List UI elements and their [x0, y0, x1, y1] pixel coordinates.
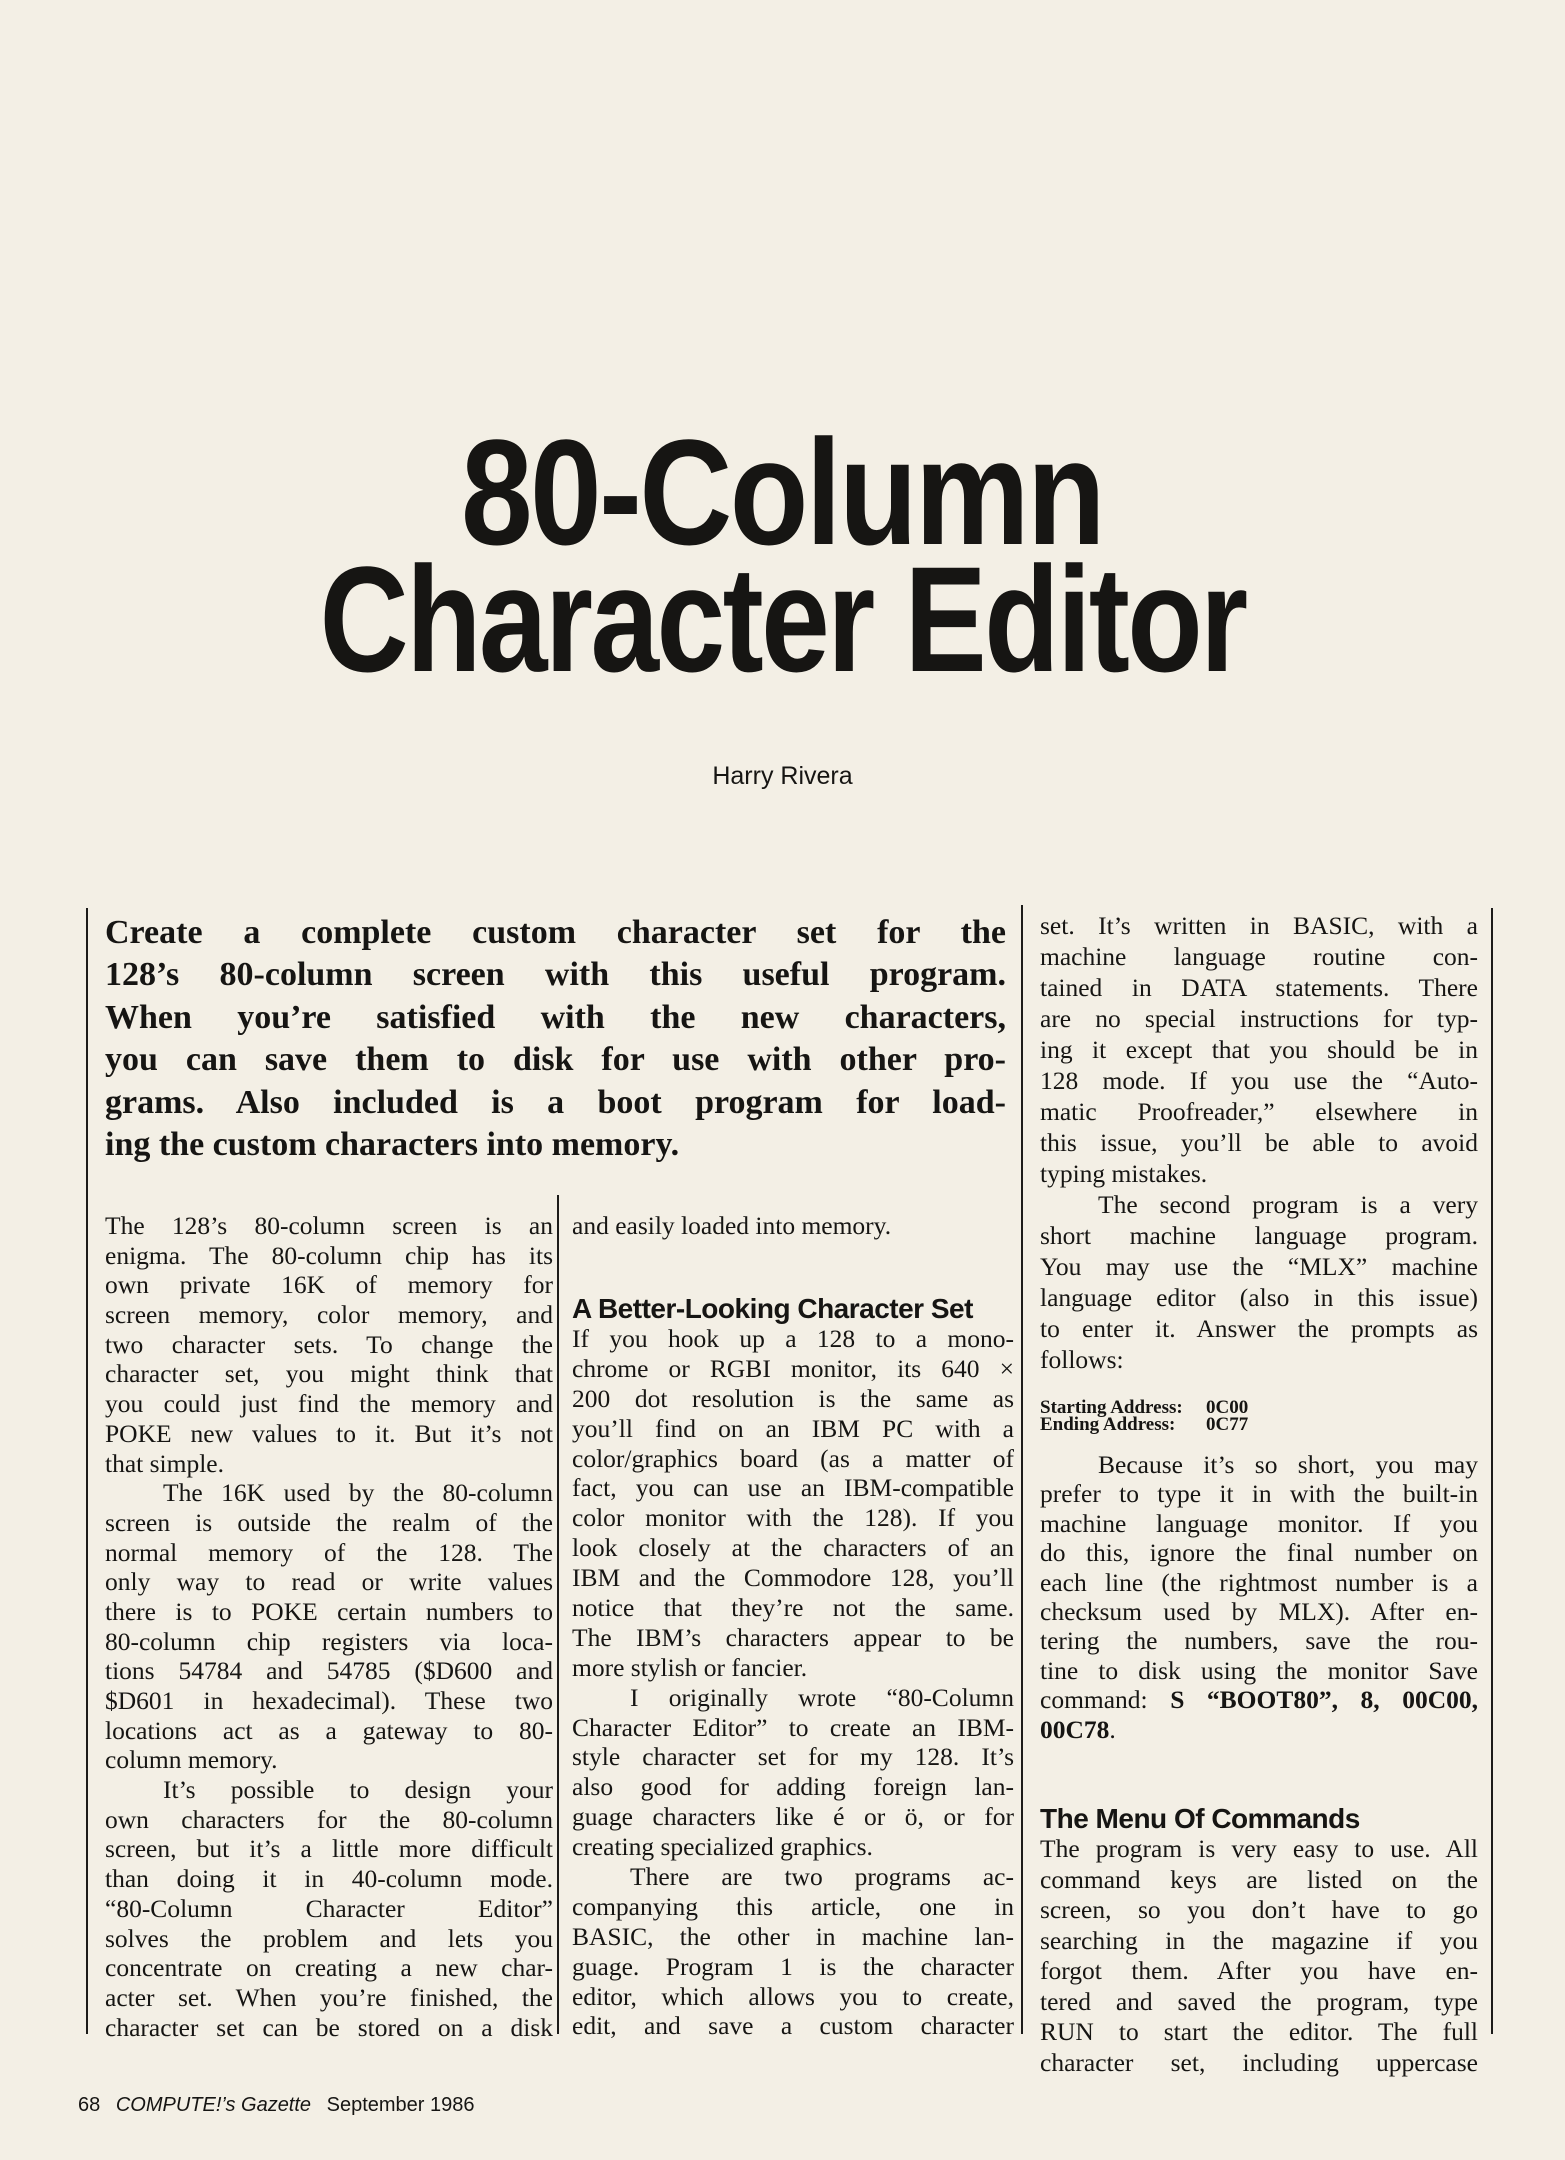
text-line	[1040, 1956, 1478, 1987]
text-line	[105, 1627, 553, 1657]
line-text: do this, ignore the final number on	[1040, 1538, 1478, 1568]
address-value: 0C77	[1206, 1414, 1249, 1435]
text-line	[105, 1894, 553, 1924]
text-line	[572, 1802, 1014, 1832]
line-text: The 128’s 80-column screen is an	[105, 1211, 553, 1240]
text-line	[1040, 1251, 1478, 1282]
text-line	[572, 1533, 1014, 1563]
line-text: own characters for the 80-column	[105, 1804, 553, 1834]
line-text: screen memory, color memory, and	[105, 1300, 553, 1330]
line-text: companying this article, one in	[572, 1891, 1014, 1921]
line-text: POKE new values to it. But it’s not	[105, 1418, 553, 1448]
line-text: tered and saved the program, type	[1040, 1986, 1478, 2016]
text-line	[1040, 941, 1478, 972]
line-text: When you’re satisfied with the new characters,	[105, 998, 1006, 1036]
text-line	[572, 1683, 1014, 1713]
line-text: You may use the “MLX” machine	[1040, 1252, 1478, 1281]
line-text: There are two programs ac-	[630, 1862, 1014, 1892]
text-line	[1040, 2017, 1478, 2048]
line-text: command keys are listed on the	[1040, 1864, 1478, 1894]
text-line	[572, 1952, 1014, 1982]
text-line	[1040, 1096, 1478, 1127]
line-text	[1040, 1715, 1116, 1744]
issue-date: September 1986	[326, 2094, 475, 2116]
text-line	[1040, 1509, 1478, 1538]
text-line	[105, 1300, 553, 1330]
text-line	[105, 912, 1006, 954]
line-text: you could just find the memory and	[105, 1389, 553, 1419]
intro-deck	[105, 912, 1006, 1166]
text-line	[572, 1713, 1014, 1743]
line-text: only way to read or write values	[105, 1567, 553, 1597]
title-text: Character Editor	[319, 535, 1246, 703]
text-line	[1040, 1282, 1478, 1313]
text-line	[105, 1359, 553, 1389]
line-text: Because it’s so short, you may	[1098, 1450, 1478, 1479]
line-text: fact, you can use an IBM-compatible	[572, 1473, 1014, 1503]
line-text: checksum used by MLX). After en-	[1040, 1596, 1478, 1626]
line-text: editor, which allows you to create,	[572, 1981, 1014, 2011]
line-text: screen, but it’s a little more difficult	[105, 1834, 553, 1864]
text-segment: command:	[1040, 1685, 1171, 1715]
text-line	[105, 1270, 553, 1300]
line-text: If you hook up a 128 to a mono-	[572, 1324, 1014, 1353]
line-text: character set, including uppercase	[1040, 2047, 1478, 2077]
line-text: tained in DATA statements. There	[1040, 973, 1478, 1002]
text-line	[1040, 1158, 1478, 1189]
text-line	[1040, 1685, 1478, 1714]
text-line	[572, 2011, 1014, 2041]
text-line	[1040, 1127, 1478, 1158]
text-segment: .	[1109, 1714, 1116, 1744]
line-text: 128 mode. If you use the “Auto-	[1040, 1066, 1478, 1095]
line-text: character set, you might think that	[105, 1359, 553, 1389]
page-number: 68	[78, 2094, 101, 2116]
text-line	[105, 1716, 553, 1746]
line-text: machine language routine con-	[1040, 942, 1478, 971]
line-text: that simple.	[105, 1448, 224, 1478]
line-text: there is to POKE certain numbers to	[105, 1596, 553, 1626]
text-line	[572, 1593, 1014, 1623]
line-text: tine to disk using the monitor Save	[1040, 1655, 1478, 1685]
text-line	[572, 1444, 1014, 1474]
text-line	[1040, 1834, 1478, 1865]
text-line	[572, 1211, 1014, 1241]
line-text: BASIC, the other in machine lan-	[572, 1921, 1014, 1951]
line-text: screen, so you don’t have to go	[1040, 1895, 1478, 1924]
line-text: 200 dot resolution is the same as	[572, 1383, 1014, 1413]
page-footer	[78, 2092, 485, 2118]
line-text: each line (the rightmost number is a	[1040, 1567, 1478, 1597]
line-text: tering the numbers, save the rou-	[1040, 1626, 1478, 1656]
line-text: you can save them to disk for use with other pro-	[105, 1041, 1006, 1079]
line-text: 128’s 80-column screen with this useful program.	[105, 956, 1006, 994]
text-line	[1040, 1034, 1478, 1065]
column-2	[572, 1324, 1014, 2041]
text-line	[105, 1124, 1006, 1166]
text-line	[1040, 910, 1478, 941]
text-line	[572, 1414, 1014, 1444]
text-line	[572, 1922, 1014, 1952]
line-text: short machine language program.	[1040, 1221, 1478, 1250]
line-text: character set can be stored on a disk	[105, 2012, 553, 2042]
text-line	[1040, 972, 1478, 1003]
column-2-lead	[572, 1211, 1014, 1241]
text-line	[1040, 1450, 1478, 1479]
line-text: style character set for my 128. It’s	[572, 1742, 1014, 1772]
line-text: tions 54784 and 54785 ($D600 and	[105, 1656, 553, 1686]
line-text: I originally wrote “80-Column	[630, 1682, 1014, 1712]
article-title-line-2	[0, 535, 1565, 703]
line-text: The second program is a very	[1098, 1190, 1478, 1219]
text-line	[1040, 1344, 1478, 1375]
text-line	[105, 1686, 553, 1716]
line-text: 80-column chip registers via loca-	[105, 1626, 553, 1656]
line-text: IBM and the Commodore 128, you’ll	[572, 1563, 1014, 1593]
line-text: ing it except that you should be in	[1040, 1035, 1478, 1064]
line-text: ing the custom characters into memory.	[105, 1125, 680, 1163]
line-text: you’ll find on an IBM PC with a	[572, 1413, 1014, 1443]
text-line	[572, 1982, 1014, 2012]
line-text: than doing it in 40-column mode.	[105, 1864, 553, 1894]
line-text: notice that they’re not the same.	[572, 1593, 1014, 1623]
text-line	[572, 1623, 1014, 1653]
line-text: column memory.	[105, 1745, 278, 1775]
text-line	[105, 1389, 553, 1419]
line-text: follows:	[1040, 1345, 1124, 1374]
address-label: Starting Address:	[1040, 1397, 1183, 1418]
line-text: enigma. The 80-column chip has its	[105, 1240, 553, 1270]
text-line	[572, 1892, 1014, 1922]
text-line	[1040, 1715, 1478, 1744]
address-value: 0C00	[1206, 1397, 1249, 1418]
column-3-part-b	[1040, 1450, 1478, 1744]
line-text: locations act as a gateway to 80-	[105, 1715, 553, 1745]
line-text: It’s possible to design your	[163, 1775, 553, 1805]
text-line	[572, 1563, 1014, 1593]
text-line	[105, 1211, 553, 1241]
line-text: typing mistakes.	[1040, 1159, 1208, 1188]
text-line	[572, 1324, 1014, 1354]
address-label: Ending Address:	[1040, 1414, 1176, 1435]
text-line	[1040, 1926, 1478, 1957]
text-line	[572, 1653, 1014, 1683]
line-text: this issue, you’ll be able to avoid	[1040, 1128, 1478, 1157]
text-line	[105, 954, 1006, 996]
text-line	[105, 1241, 553, 1271]
line-text: concentrate on creating a new char-	[105, 1953, 553, 1983]
text-line	[1040, 1003, 1478, 1034]
column-divider-1	[557, 1195, 559, 2034]
line-text: guage characters like é or ö, or for	[572, 1802, 1014, 1832]
line-text: and easily loaded into memory.	[572, 1211, 892, 1240]
section-heading-better-looking: A Better-Looking Character Set	[572, 1293, 973, 1324]
text-line	[572, 1862, 1014, 1892]
line-text: $D601 in hexadecimal). These two	[105, 1686, 553, 1715]
text-line	[105, 1330, 553, 1360]
ending-address-line	[1040, 1416, 1248, 1434]
text-line	[1040, 1065, 1478, 1096]
line-text: forgot them. After you have en-	[1040, 1956, 1478, 1985]
bold-command-text: 00C78	[1040, 1714, 1110, 1744]
text-line	[105, 997, 1006, 1039]
right-border-rule	[1491, 908, 1493, 2034]
line-text: Character Editor” to create an IBM-	[572, 1712, 1014, 1742]
text-line	[105, 1864, 553, 1894]
text-line	[105, 1597, 553, 1627]
line-text: Create a complete custom character set for the	[105, 914, 1006, 951]
text-line	[105, 1953, 553, 1983]
line-text	[1040, 1685, 1478, 1714]
line-text: chrome or RGBI monitor, its 640 ×	[572, 1353, 1014, 1383]
line-text: own private 16K of memory for	[105, 1270, 553, 1300]
text-line	[105, 1567, 553, 1597]
text-line	[105, 1082, 1006, 1124]
text-line	[105, 1805, 553, 1835]
text-line	[105, 1538, 553, 1568]
author-byline: Harry Rivera	[712, 762, 853, 790]
text-line	[1040, 1597, 1478, 1626]
text-line	[1040, 2048, 1478, 2079]
magazine-name: COMPUTE!’s Gazette	[115, 2094, 312, 2116]
text-line	[572, 1772, 1014, 1802]
text-line	[1040, 1220, 1478, 1251]
line-text: solves the problem and lets you	[105, 1923, 553, 1953]
text-line	[572, 1473, 1014, 1503]
text-line	[105, 1508, 553, 1538]
line-text: creating specialized graphics.	[572, 1832, 873, 1862]
section-heading-menu-of-commands: The Menu Of Commands	[1040, 1803, 1360, 1834]
bold-command-text: S “BOOT80”, 8, 00C00,	[1170, 1685, 1478, 1715]
column-3-part-c	[1040, 1834, 1478, 2078]
text-line	[105, 1039, 1006, 1081]
line-text: The IBM’s characters appear to be	[572, 1622, 1014, 1652]
line-text: to enter it. Answer the prompts as	[1040, 1314, 1478, 1343]
line-text: searching in the magazine if you	[1040, 1925, 1478, 1955]
line-text: language editor (also in this issue)	[1040, 1283, 1478, 1312]
column-3-part-a	[1040, 910, 1478, 1375]
line-text: also good for adding foreign lan-	[572, 1772, 1014, 1802]
text-line	[1040, 1313, 1478, 1344]
text-line	[105, 1419, 553, 1449]
line-text: prefer to type it in with the built-in	[1040, 1479, 1478, 1509]
text-line	[572, 1742, 1014, 1772]
text-line	[1040, 1189, 1478, 1220]
line-text: acter set. When you’re finished, the	[105, 1982, 553, 2012]
line-text: edit, and save a custom character	[572, 2011, 1014, 2041]
line-text: more stylish or fancier.	[572, 1652, 808, 1682]
line-text: The 16K used by the 80-column	[163, 1478, 553, 1508]
text-line	[1040, 1479, 1478, 1508]
line-text: grams. Also included is a boot program for load-	[105, 1083, 1006, 1121]
text-line	[105, 1745, 553, 1775]
text-line	[105, 1775, 553, 1805]
line-text: two character sets. To change the	[105, 1329, 553, 1359]
text-line	[1040, 1987, 1478, 2018]
column-1	[105, 1211, 553, 2042]
column-divider-2	[1021, 905, 1023, 2034]
text-line	[1040, 1895, 1478, 1926]
text-line	[1040, 1626, 1478, 1655]
line-text: “80-Column Character Editor”	[105, 1893, 553, 1923]
text-line	[1040, 1538, 1478, 1567]
text-line	[105, 1449, 553, 1479]
text-line	[1040, 1568, 1478, 1597]
line-text: The program is very easy to use. All	[1040, 1834, 1478, 1863]
text-line	[1040, 1865, 1478, 1896]
line-text: look closely at the characters of an	[572, 1533, 1014, 1563]
text-line	[105, 1834, 553, 1864]
line-text: RUN to start the editor. The full	[1040, 2017, 1478, 2046]
line-text: screen is outside the realm of the	[105, 1507, 553, 1537]
text-line	[105, 1478, 553, 1508]
line-text: guage. Program 1 is the character	[572, 1951, 1014, 1981]
text-line	[572, 1832, 1014, 1862]
text-line	[572, 1503, 1014, 1533]
title-text: 80-Column	[461, 408, 1104, 576]
line-text: color monitor with the 128). If you	[572, 1503, 1014, 1533]
text-line	[105, 1656, 553, 1686]
line-text: machine language monitor. If you	[1040, 1508, 1478, 1538]
text-line	[1040, 1656, 1478, 1685]
line-text: set. It’s written in BASIC, with a	[1040, 911, 1478, 940]
text-line	[572, 1354, 1014, 1384]
line-text: normal memory of the 128. The	[105, 1537, 553, 1567]
line-text: color/graphics board (as a matter of	[572, 1443, 1014, 1473]
line-text: matic Proofreader,” elsewhere in	[1040, 1097, 1478, 1126]
left-border-rule	[86, 908, 88, 2034]
line-text: are no special instructions for typ-	[1040, 1004, 1478, 1033]
text-line	[105, 1924, 553, 1954]
text-line	[105, 1983, 553, 2013]
text-line	[105, 2013, 553, 2043]
text-line	[572, 1384, 1014, 1414]
